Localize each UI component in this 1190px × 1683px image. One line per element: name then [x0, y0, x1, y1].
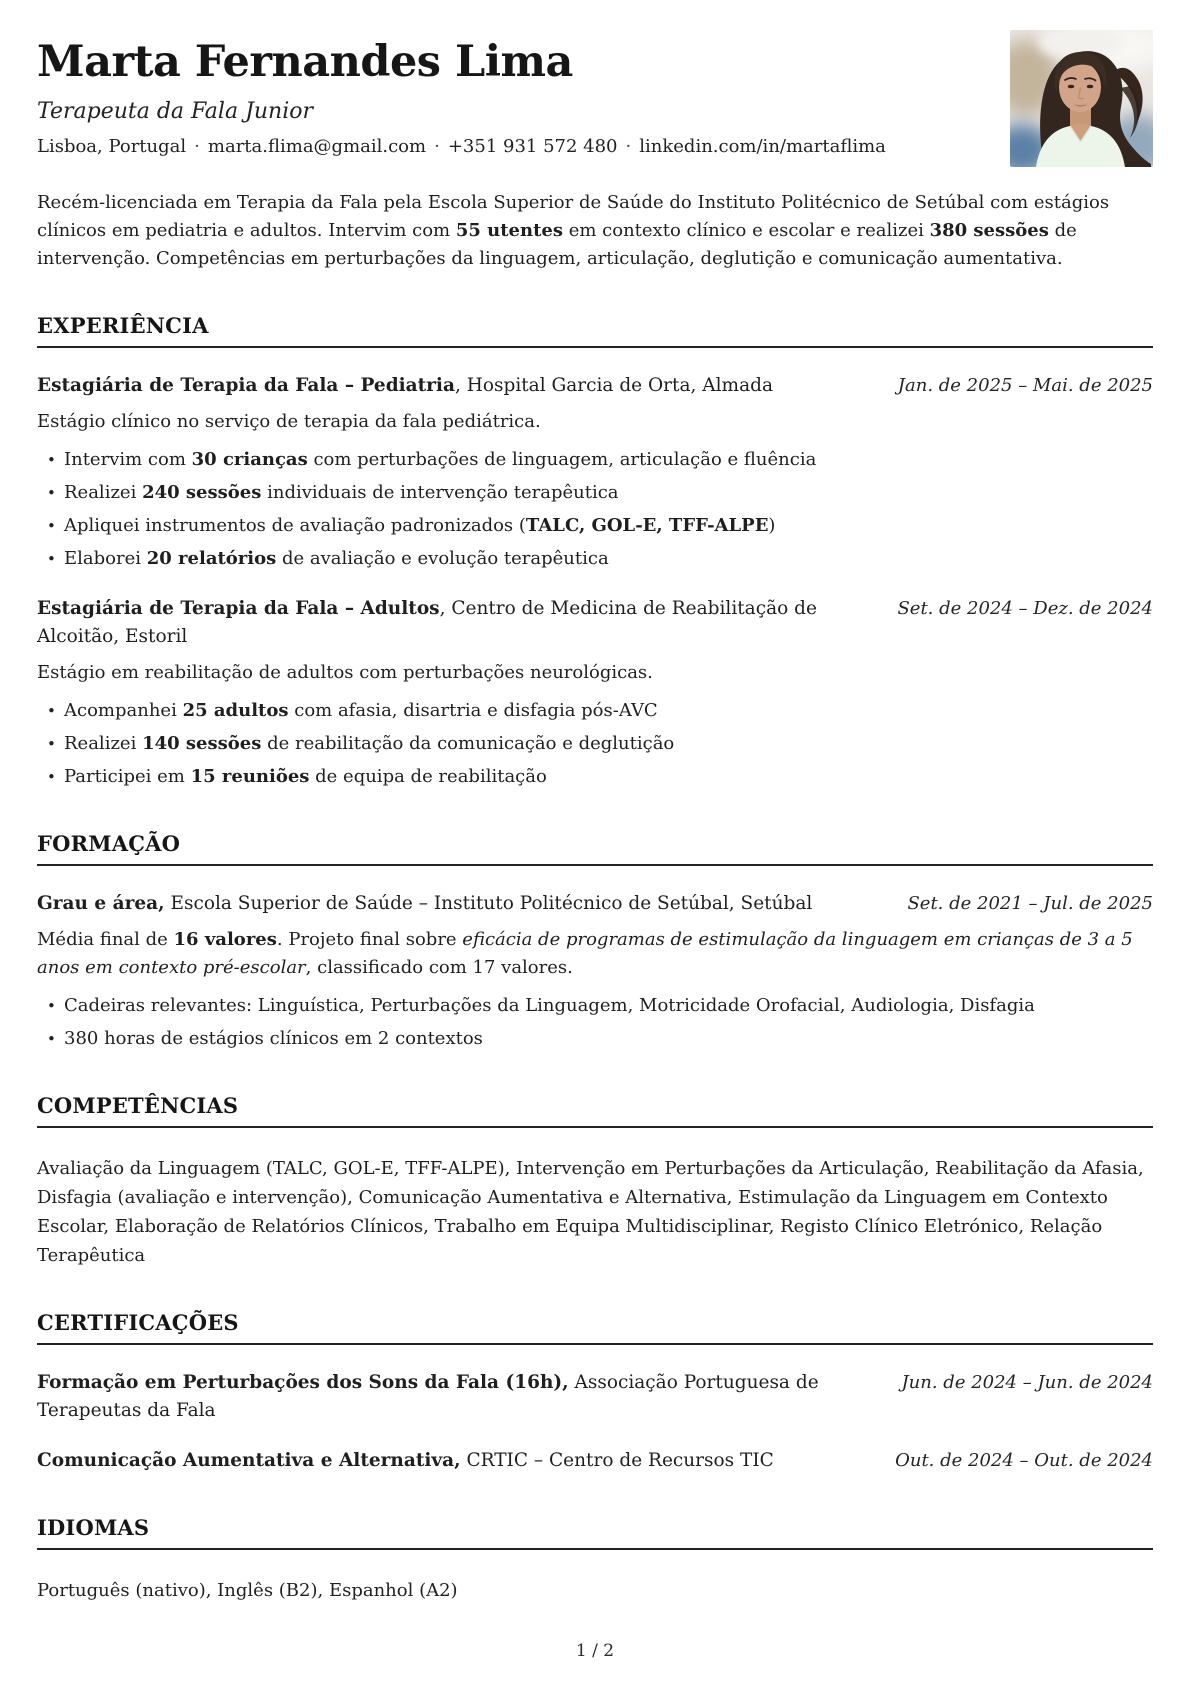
bullet-highlight: TALC, GOL-E, TFF-ALPE	[525, 515, 769, 536]
entry-header	[37, 890, 1153, 918]
education-description	[37, 926, 1153, 982]
experience-entry-adultos	[37, 595, 1153, 791]
section-skills	[37, 1093, 1153, 1270]
section-certifications	[37, 1310, 1153, 1475]
bullet-highlight: 20 relatórios	[146, 548, 277, 569]
description-text: . Projeto final sobre	[276, 929, 463, 950]
entry-dates: Out. de 2024 – Out. de 2024	[895, 1450, 1153, 1471]
certification-title	[37, 1447, 774, 1475]
degree-name: Grau e área,	[37, 893, 165, 914]
entry-header	[37, 1369, 1153, 1425]
section-experience	[37, 313, 1153, 791]
bullet-item: • 380 horas de estágios clínicos em 2 contextos	[64, 1025, 1153, 1053]
summary-highlight-utentes: 55 utentes	[455, 220, 563, 241]
summary-highlight-sessoes: 380 sessões	[929, 220, 1049, 241]
entry-header	[37, 595, 1153, 651]
section-heading-experiencia: EXPERIÊNCIA	[37, 313, 1153, 348]
entry-bullet-list	[37, 992, 1153, 1053]
entry-title	[37, 372, 773, 400]
bullet-item	[64, 730, 1153, 758]
entry-title	[37, 595, 871, 651]
entry-org: , Centro de Medicina de Reabilitação de Alcoitão, Estoril	[37, 598, 817, 647]
separator-dot: ·	[434, 136, 440, 158]
experience-entry-pediatria	[37, 372, 1153, 573]
certification-entry-caa	[37, 1447, 1153, 1475]
profile-photo-illustration	[1010, 30, 1153, 167]
bullet-text: Elaborei	[64, 548, 147, 569]
bullet-text: com afasia, disartria e disfagia pós-AVC	[288, 700, 658, 721]
certification-entry-sons-da-fala	[37, 1369, 1153, 1425]
person-job-title: Terapeuta da Fala Junior	[37, 99, 314, 125]
section-heading-competencias: COMPETÊNCIAS	[37, 1093, 1153, 1128]
bullet-highlight: 30 crianças	[191, 449, 308, 470]
bullet-highlight: 15 reuniões	[190, 766, 310, 787]
languages-text: Português (nativo), Inglês (B2), Espanhol (A2)	[37, 1580, 458, 1601]
entry-role: Estagiária de Terapia da Fala – Pediatria	[37, 375, 455, 396]
bullet-text: de equipa de reabilitação	[309, 766, 547, 787]
bullet-text: Intervim com	[64, 449, 192, 470]
bullet-text: individuais de intervenção terapêutica	[261, 482, 619, 503]
contact-linkedin: linkedin.com/in/martaflima	[639, 136, 886, 158]
school-name: Escola Superior de Saúde – Instituto Politécnico de Setúbal, Setúbal	[164, 893, 813, 914]
entry-header	[37, 372, 1153, 400]
entry-role: Estagiária de Terapia da Fala – Adultos	[37, 598, 440, 619]
header-text-block	[37, 30, 886, 157]
bullet-item	[64, 479, 1153, 507]
summary-text: Recém-licenciada em Terapia da Fala pela Escola Superior de Saúde do Instituto Politécnico de Setúbal com estágios clínicos em pediatria e adultos. Intervim com	[37, 192, 1110, 241]
bullet-text: Realizei	[64, 733, 143, 754]
certification-name: Formação em Perturbações dos Sons da Fala (16h),	[37, 1372, 569, 1393]
bullet-highlight: 25 adultos	[182, 700, 289, 721]
person-name: Marta Fernandes Lima	[37, 37, 573, 87]
section-heading-certificacoes: CERTIFICAÇÕES	[37, 1310, 1153, 1345]
page-number: 1 / 2	[575, 1641, 615, 1661]
header	[37, 30, 1153, 167]
bullet-text: Participei em	[64, 766, 191, 787]
bullet-item	[64, 545, 1153, 573]
bullet-text: de reabilitação da comunicação e deglutição	[261, 733, 675, 754]
thesis-title: eficácia de programas de estimulação da linguagem em crianças de 3 a 5 anos em contexto pré-escolar	[37, 929, 1133, 978]
summary-paragraph	[37, 189, 1153, 273]
bullet-text: Realizei	[64, 482, 143, 503]
section-education	[37, 831, 1153, 1053]
section-languages	[37, 1515, 1153, 1605]
bullet-text: )	[768, 515, 776, 536]
section-heading-idiomas: IDIOMAS	[37, 1515, 1153, 1550]
bullet-item: • Cadeiras relevantes: Linguística, Perturbações da Linguagem, Motricidade Orofacial, Audiologia, Disfagia	[64, 992, 1153, 1020]
entry-dates: Set. de 2024 – Dez. de 2024	[897, 598, 1153, 619]
certification-title	[37, 1369, 875, 1425]
bullet-text: Acompanhei	[64, 700, 183, 721]
summary-text: em contexto clínico e escolar e realizei	[563, 220, 930, 241]
skills-text: Avaliação da Linguagem (TALC, GOL-E, TFF-ALPE), Intervenção em Perturbações da Articulação, Reabilitação da Afasia, Disfagia (avaliação e intervenção), Comunicação Aumentativa e Alternativa, Estimulação da Linguagem em Contexto Escolar, Elaboração de Relatórios Clínicos, Trabalho em Equipa Multidisciplinar, Registo Clínico Eletrónico, Relação Terapêutica	[37, 1158, 1144, 1266]
education-entry	[37, 890, 1153, 1053]
certification-issuer: CRTIC – Centro de Recursos TIC	[460, 1450, 774, 1471]
bullet-item	[64, 697, 1153, 725]
contact-email: marta.flima@gmail.com	[207, 136, 427, 158]
certification-issuer: Associação Portuguesa de Terapeutas da Fala	[37, 1372, 819, 1421]
entry-description: Estágio em reabilitação de adultos com perturbações neurológicas.	[37, 662, 653, 683]
contact-phone: +351 931 572 480	[447, 136, 618, 158]
grade-highlight: 16 valores	[173, 929, 277, 950]
entry-bullet-list	[37, 446, 1153, 573]
bullet-text: de avaliação e evolução terapêutica	[276, 548, 609, 569]
bullet-highlight: 140 sessões	[142, 733, 262, 754]
bullet-text: Apliquei instrumentos de avaliação padronizados (	[64, 515, 526, 536]
certification-name: Comunicação Aumentativa e Alternativa,	[37, 1450, 461, 1471]
summary-text: de intervenção. Competências em perturbações da linguagem, articulação, deglutição e comunicação aumentativa.	[37, 220, 1077, 269]
entry-header	[37, 1447, 1153, 1475]
contact-line	[37, 136, 886, 157]
bullet-item	[64, 512, 1153, 540]
entry-dates: Jun. de 2024 – Jun. de 2024	[901, 1372, 1153, 1393]
entry-dates: Jan. de 2025 – Mai. de 2025	[897, 375, 1153, 396]
bullet-highlight: 240 sessões	[142, 482, 262, 503]
description-text: Média final de	[37, 929, 174, 950]
entry-title	[37, 890, 812, 918]
bullet-item	[64, 763, 1153, 791]
entry-org: , Hospital Garcia de Orta, Almada	[454, 375, 773, 396]
contact-location: Lisboa, Portugal	[37, 136, 187, 158]
profile-photo	[1010, 30, 1153, 167]
separator-dot: ·	[194, 136, 200, 158]
section-heading-formacao: FORMAÇÃO	[37, 831, 1153, 866]
bullet-item	[64, 446, 1153, 474]
entry-dates: Set. de 2021 – Jul. de 2025	[907, 893, 1153, 914]
bullet-text: com perturbações de linguagem, articulação e fluência	[307, 449, 817, 470]
entry-description: Estágio clínico no serviço de terapia da fala pediátrica.	[37, 411, 541, 432]
separator-dot: ·	[625, 136, 632, 158]
description-text: , classificado com 17 valores.	[305, 957, 573, 978]
entry-bullet-list	[37, 697, 1153, 791]
